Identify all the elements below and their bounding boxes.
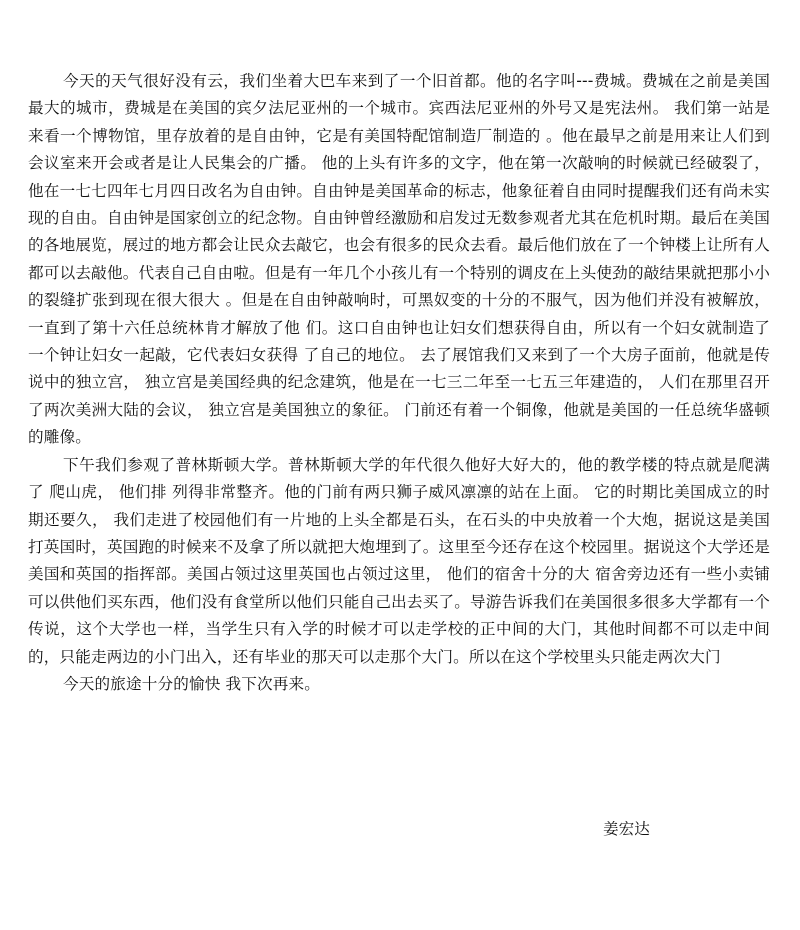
essay-body [28,68,770,698]
author-signature: 姜宏达 [603,820,650,838]
paragraph-philadelphia: 今天的天气很好没有云，我们坐着大巴车来到了一个旧首都。他的名字叫---费城。费城在之前是美国 最大的城市，费城是在美国的宾夕法尼亚州的一个城市。宾西法尼亚州的外号又是宪法州。 我们第一站是来看一个博物馆，里存放着的是自由钟，它是有美国特配馆制造厂制造的 。他在最早之前是用来让人们到会议室来开会或者是让人民集会的广播。 他的上头有许多的文字，他在第一次敲响的时候就已经破裂了，他在一七七四年七月四日改名为自由钟。自由钟是美国革命的标志，他象征着自由同时提醒我们还有尚未实现的自由。自由钟是国家创立的纪念物。自由钟曾经激励和启发过无数参观者尤其在危机时期。最后在美国的各地展览，展过的地方都会让民众去敲它，也会有很多的民众去看。最后他们放在了一个钟楼上让所有人都可以去敲他。代表自己自由啦。但是有一年几个小孩儿有一个特别的调皮在上头使劲的敲结果就把那小小的裂缝扩张到现在很大很大 。但是在自由钟敲响时，可黑奴变的十分的不服气，因为他们并没有被解放，一直到了第十六任总统林肯才解放了他 们。这口自由钟也让妇女们想获得自由，所以有一个妇女就制造了一个钟让妇女一起敲，它代表妇女获得 了自己的地位。 去了展馆我们又来到了一个大房子面前，他就是传说中的独立宫， 独立宫是美国经典的纪念建筑，他是在一七三二年至一七五三年建造的， 人们在那里召开了两次美洲大陆的会议， 独立宫是美国独立的象征。 门前还有着一个铜像，他就是美国的一任总统华盛顿的雕像。 [28,72,770,447]
paragraph-princeton: 下午我们参观了普林斯顿大学。普林斯顿大学的年代很久他好大好大的，他的教学楼的特点就是爬满了 爬山虎， 他们排 列得非常整齐。他的门前有两只狮子威风凛凛的站在上面。 它的时期比美国成立的时期还要久， 我们走进了校园他们有一片地的上头全都是石头，在石头的中央放着一个大炮，据说这是美国打英国时，英国跑的时候来不及拿了所以就把大炮埋到了。这里至今还存在这个校园里。据说这个大学还是美国和英国的指挥部。美国占领过这里英国也占领过这里， 他们的宿舍十分的大 宿舍旁边还有一些小卖铺可以供他们买东西，他们没有食堂所以他们只能自己出去买了。导游告诉我们在美国很多很多大学都有一个传说，这个大学也一样，当学生只有入学的时候才可以走学校的正中间的大门，其他时间都不可以走中间的，只能走两边的小门出入，还有毕业的那天可以走那个大门。所以在这个学校里头只能走两次大门 [28,455,770,666]
paragraph-conclusion: 今天的旅途十分的愉快 我下次再来。 [63,674,321,693]
